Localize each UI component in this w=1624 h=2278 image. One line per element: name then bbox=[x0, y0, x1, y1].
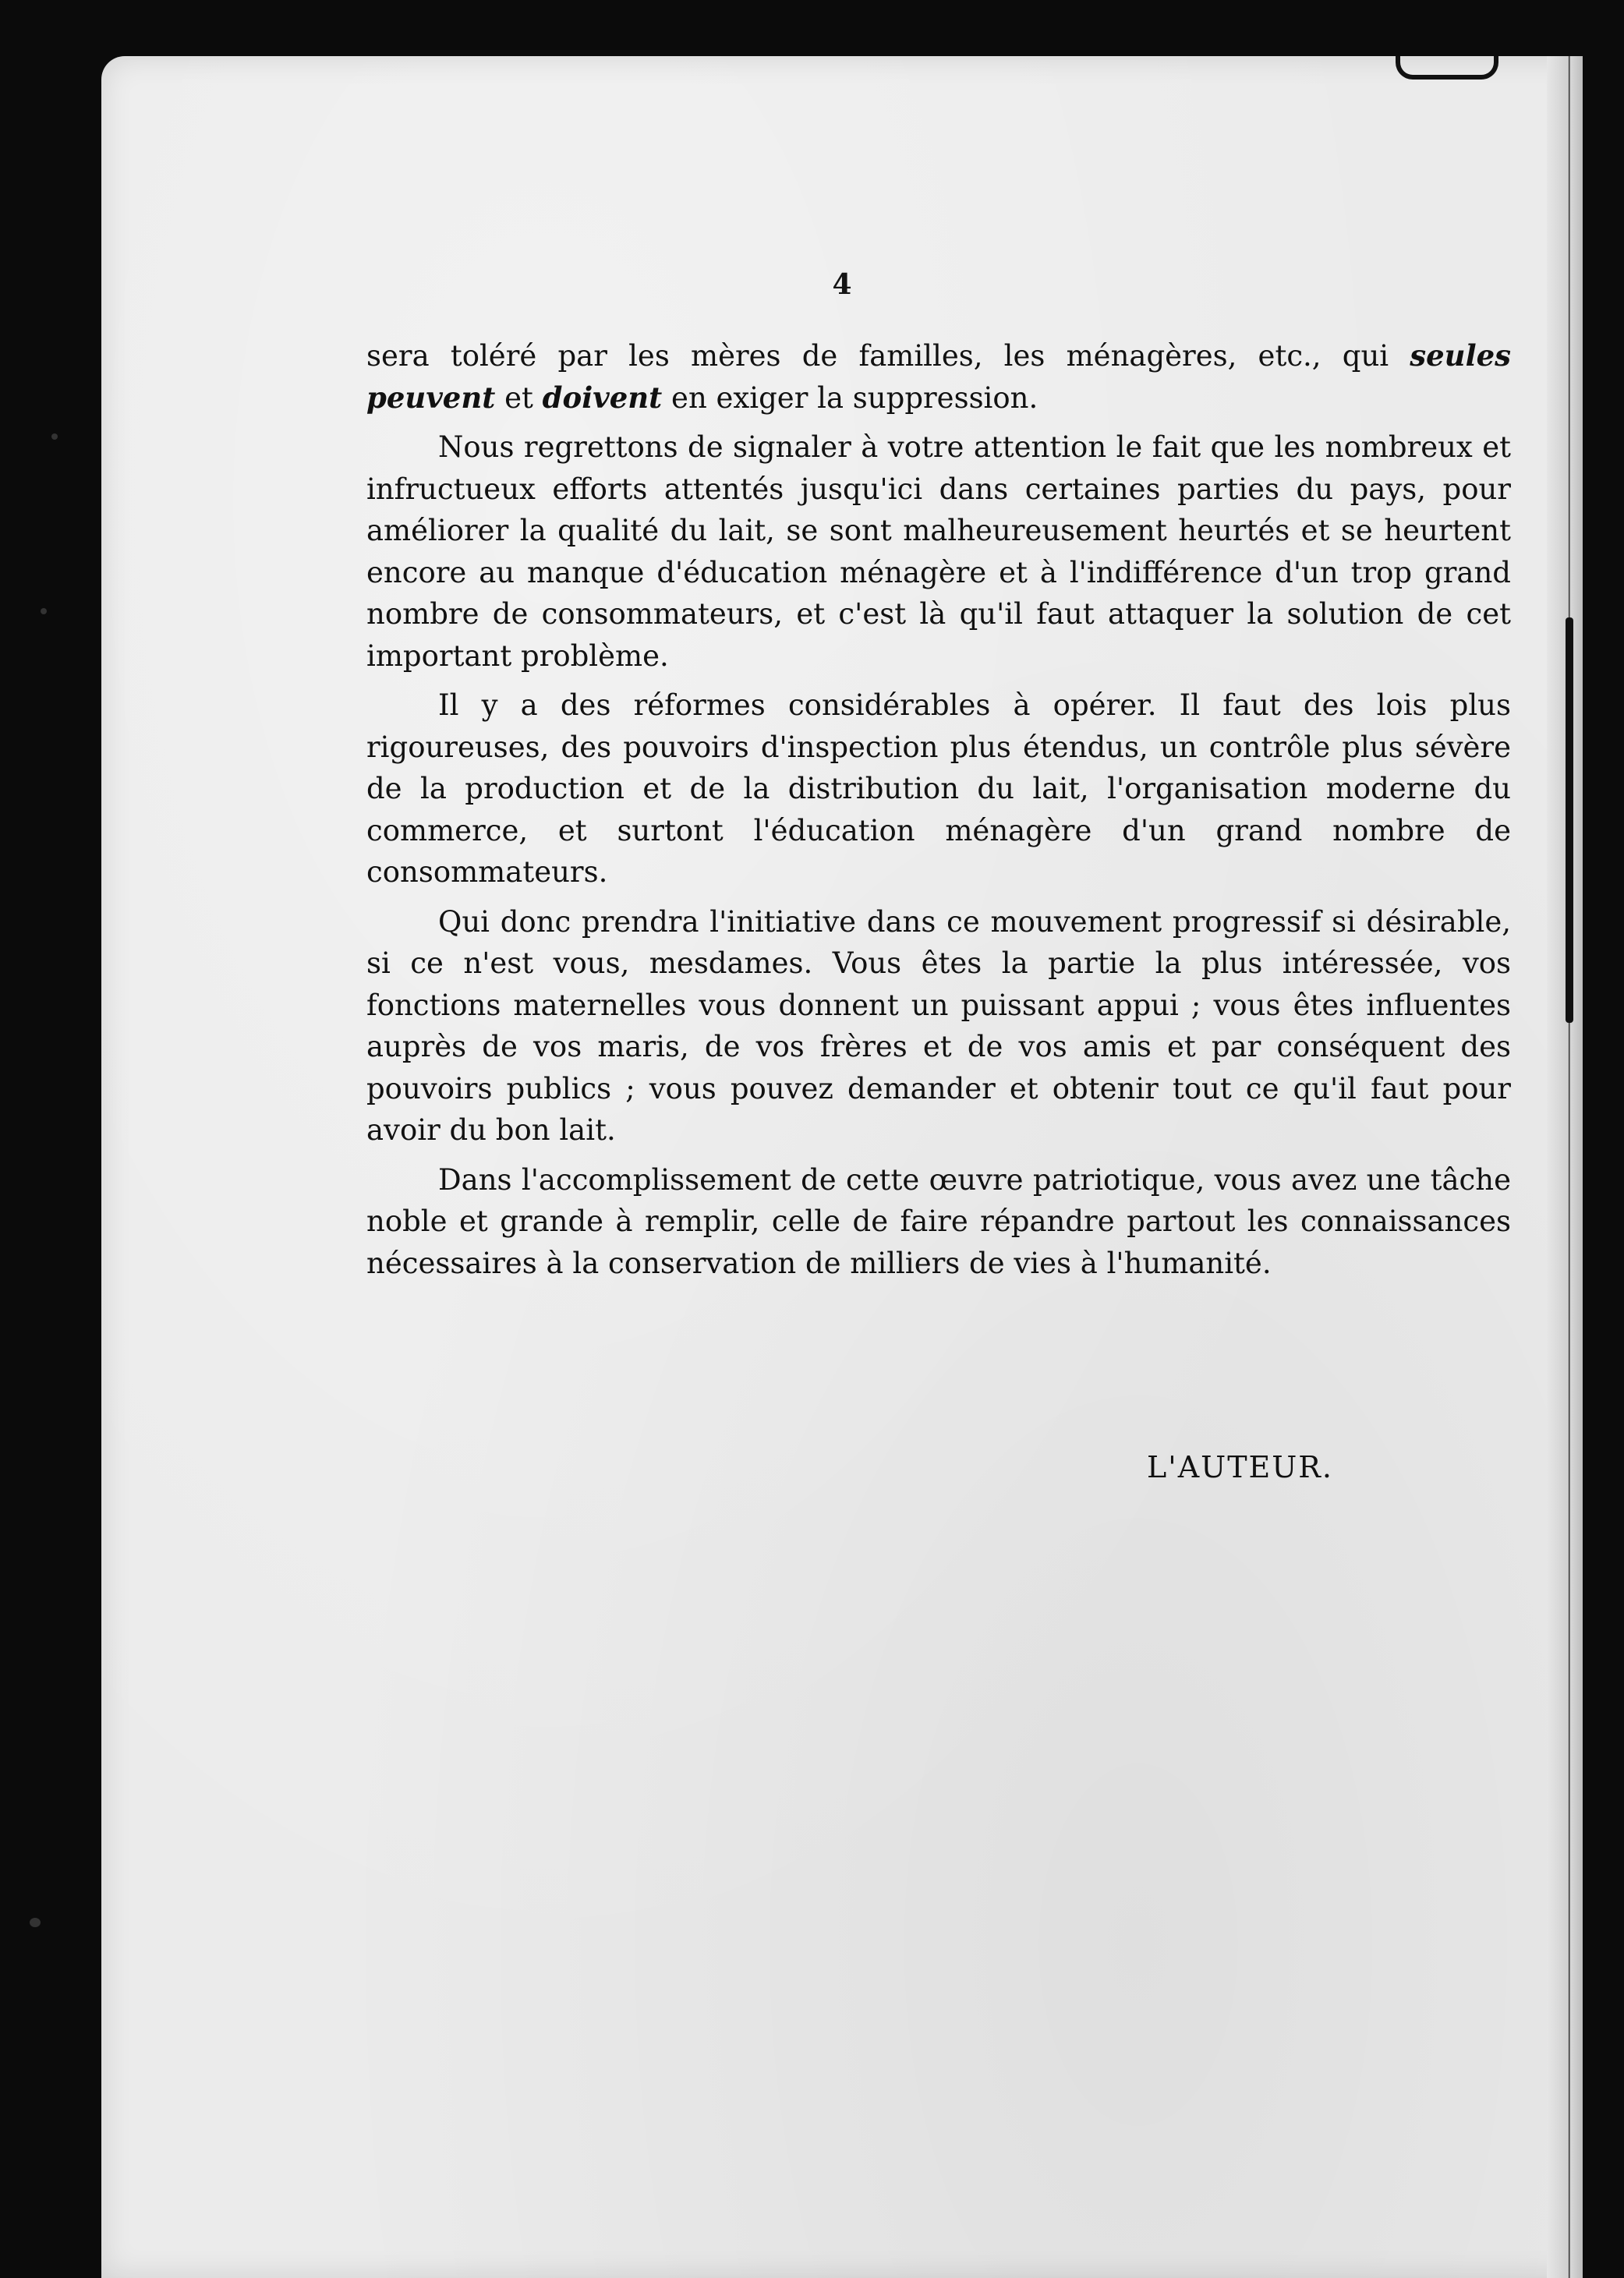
body-paragraph bbox=[366, 426, 1511, 677]
paragraph-text: Qui donc prendra l'initiative dans ce mouvement progressif si désirable, si ce n'est vous, mesdames. Vous êtes la partie la plus intéressée, vos fonctions maternelles vous donnent un puissant appui ; vous êtes influentes auprès de vos maris, de vos frères et de vos amis et par conséquent des pouvoirs publics ; vous pouvez demander et obtenir tout ce qu'il faut pour avoir du bon lait. bbox=[366, 904, 1511, 1147]
emphasized-text: doivent bbox=[542, 380, 663, 415]
paragraph-text: et bbox=[495, 380, 543, 415]
paragraph-text: Nous regrettons de signaler à votre attention le fait que les nombreux et infructueux efforts attentés jusqu'ici dans certaines parties du pays, pour améliorer la qualité du lait, se sont malheureusement heurtés et se heurtent encore au manque d'éducation ménagère et à l'indifférence d'un trop grand nombre de consommateurs, et c'est là qu'il faut attaquer la solution de cet important problème. bbox=[366, 430, 1511, 673]
page-number: 4 bbox=[832, 268, 852, 301]
scan-speck bbox=[30, 1918, 41, 1927]
binding-clip-mark bbox=[1396, 56, 1498, 80]
paragraph-text: en exiger la suppression. bbox=[662, 380, 1038, 415]
paragraph-text: Il y a des réformes considérables à opérer. Il faut des lois plus rigoureuses, des pouvoirs d'inspection plus étendus, un contrôle plus sévère de la production et de la distribution du lait, l'organisation moderne du commerce, et surtont l'éducation ménagère d'un grand nombre de consommateurs. bbox=[366, 688, 1511, 889]
body-paragraph bbox=[366, 335, 1511, 419]
page-edge-shadow bbox=[1547, 56, 1583, 2278]
paragraph-text: Dans l'accomplissement de cette œuvre patriotique, vous avez une tâche noble et grande à remplir, celle de faire répandre partout les connaissances nécessaires à la conservation de milliers de vies à l'humanité. bbox=[366, 1162, 1511, 1280]
body-paragraph bbox=[366, 1159, 1511, 1285]
paper-page bbox=[101, 56, 1583, 2278]
body-paragraph bbox=[366, 901, 1511, 1151]
body-text bbox=[366, 335, 1511, 1292]
emphasized-text: seules peuvent bbox=[366, 338, 1511, 415]
spine-mark bbox=[1566, 617, 1573, 1023]
scan-speck bbox=[51, 433, 58, 440]
author-signature: L'AUTEUR. bbox=[1147, 1450, 1333, 1484]
body-paragraph bbox=[366, 684, 1511, 893]
scan-speck bbox=[41, 608, 47, 614]
paragraph-text: sera toléré par les mères de familles, les ménagères, etc., qui bbox=[366, 339, 1410, 373]
